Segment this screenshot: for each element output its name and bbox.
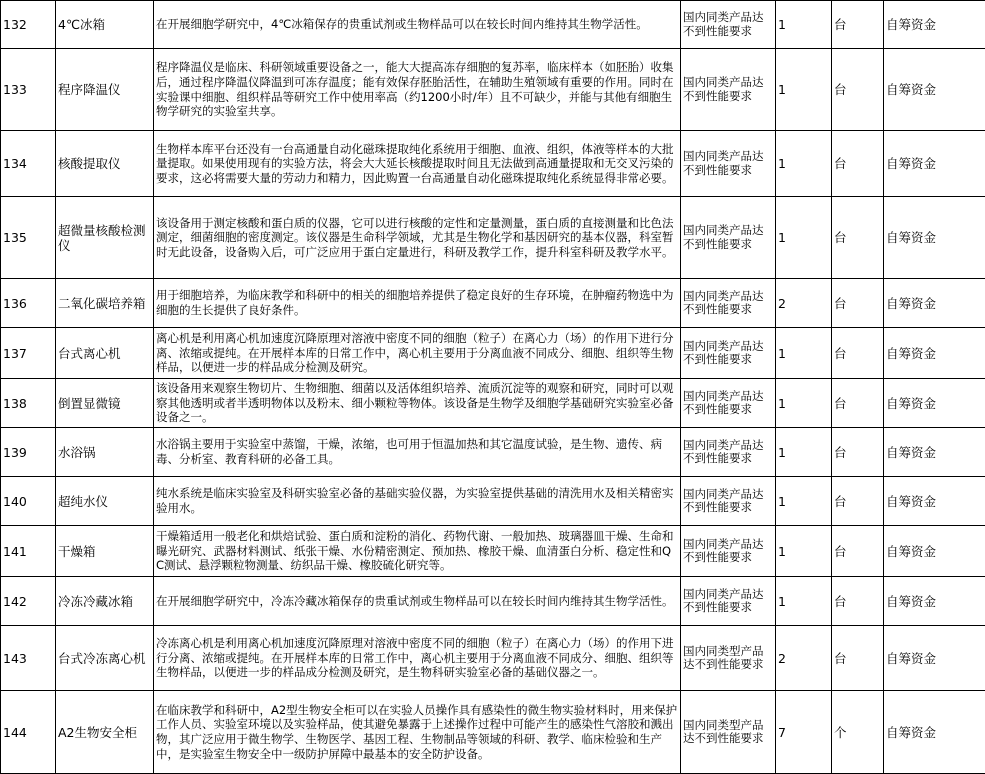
- funding-source: 自筹资金: [884, 477, 985, 526]
- funding-source: 自筹资金: [884, 328, 985, 379]
- performance-standard: 国内同类产品达不到性能要求: [681, 1, 776, 49]
- table-row: [1, 577, 985, 626]
- row-number: 134: [1, 131, 56, 197]
- equipment-name: 超纯水仪: [56, 477, 154, 526]
- funding-source: 自筹资金: [884, 197, 985, 279]
- unit: 台: [832, 626, 884, 691]
- equipment-description: 该设备用来观察生物切片、生物细胞、细菌以及活体组织培养、流质沉淀等的观察和研究，同时可以观察其他透明或者半透明物体以及粉末、细小颗粒等物体。该设备是生物学及细胞学基础研究实验室必备设备之一。: [154, 379, 681, 428]
- table-row: [1, 428, 985, 477]
- equipment-description: 干燥箱适用一般老化和烘焙试验、蛋白质和淀粉的消化、药物代谢、一般加热、玻璃器皿干燥、生命和曝光研究、武器材料测试、纸张干燥、水份精密测定、预加热、橡胶干燥、血清蛋白分析、稳定性和QC测试、悬浮颗粒物测量、纺织品干燥、橡胶硫化研究等。: [154, 526, 681, 577]
- equipment-name: 干燥箱: [56, 526, 154, 577]
- equipment-name: 台式离心机: [56, 328, 154, 379]
- quantity: 1: [776, 477, 832, 526]
- performance-standard: 国内同类产品达不到性能要求: [681, 577, 776, 626]
- funding-source: 自筹资金: [884, 691, 985, 774]
- equipment-name: A2生物安全柜: [56, 691, 154, 774]
- equipment-name: 台式冷冻离心机: [56, 626, 154, 691]
- unit: 台: [832, 577, 884, 626]
- unit: 台: [832, 279, 884, 328]
- funding-source: 自筹资金: [884, 577, 985, 626]
- funding-source: 自筹资金: [884, 379, 985, 428]
- table-row: [1, 379, 985, 428]
- funding-source: 自筹资金: [884, 526, 985, 577]
- performance-standard: 国内同类产品达不到性能要求: [681, 526, 776, 577]
- row-number: 138: [1, 379, 56, 428]
- quantity: 1: [776, 428, 832, 477]
- table-row: [1, 691, 985, 774]
- table-row: [1, 328, 985, 379]
- equipment-description: 离心机是利用离心机加速度沉降原理对溶液中密度不同的细胞（粒子）在离心力（场）的作用下进行分离、浓缩或提纯。在开展样本库的日常工作中，离心机主要用于分离血液不同成分、细胞、组织等生物样品，以便进一步的样品成分检测及研究。: [154, 328, 681, 379]
- row-number: 143: [1, 626, 56, 691]
- equipment-name: 冷冻冷藏冰箱: [56, 577, 154, 626]
- equipment-description: 用于细胞培养，为临床教学和科研中的相关的细胞培养提供了稳定良好的生存环境，在肿瘤药物选中为细胞的生长提供了良好条件。: [154, 279, 681, 328]
- performance-standard: 国内同类产品达不到性能要求: [681, 428, 776, 477]
- quantity: 1: [776, 1, 832, 49]
- equipment-description: 水浴锅主要用于实验室中蒸馏，干燥，浓缩，也可用于恒温加热和其它温度试验，是生物、遗传、病毒、分析室、教育科研的必备工具。: [154, 428, 681, 477]
- row-number: 140: [1, 477, 56, 526]
- funding-source: 自筹资金: [884, 1, 985, 49]
- table-row: [1, 49, 985, 131]
- funding-source: 自筹资金: [884, 626, 985, 691]
- equipment-name: 程序降温仪: [56, 49, 154, 131]
- equipment-name: 核酸提取仪: [56, 131, 154, 197]
- equipment-description: 在开展细胞学研究中，冷冻冷藏冰箱保存的贵重试剂或生物样品可以在较长时间内维持其生物学活性。: [154, 577, 681, 626]
- equipment-description: 纯水系统是临床实验室及科研实验室必备的基础实验仪器，为实验室提供基础的清洗用水及相关精密实验用水。: [154, 477, 681, 526]
- table-row: [1, 1, 985, 49]
- equipment-description: 生物样本库平台还没有一台高通量自动化磁珠提取纯化系统用于细胞、血液、组织，体液等样本的大批量提取。如果使用现有的实验方法，将会大大延长核酸提取时间且无法做到高通量提取和无交叉污染的要求，这必将需要大量的劳动力和精力，因此购置一台高通量自动化磁珠提取纯化系统显得非常必要。: [154, 131, 681, 197]
- quantity: 1: [776, 577, 832, 626]
- row-number: 137: [1, 328, 56, 379]
- equipment-description: 在临床教学和科研中，A2型生物安全柜可以在实验人员操作具有感染性的微生物实验材料时，用来保护工作人员、实验室环境以及实验样品，使其避免暴露于上述操作过程中可能产生的感染性气溶胶和溅出物，其广泛应用于微生物学、生物医学、基因工程、生物制品等领域的科研、教学、临床检验和生产中，是实验室生物安全中一级防护屏障中最基本的安全防护设备。: [154, 691, 681, 774]
- quantity: 1: [776, 526, 832, 577]
- equipment-description: 程序降温仪是临床、科研领域重要设备之一，能大大提高冻存细胞的复苏率，临床样本（如胚胎）收集后，通过程序降温仪降温到可冻存温度；能有效保存胚胎活性，在辅助生殖领域有重要的作用。同时在实验课中细胞、组织样品等研究工作中使用率高（约1200小时/年）且不可缺少，并能与其他有细胞生物学研究的实验室共享。: [154, 49, 681, 131]
- performance-standard: 国内同类型产品达不到性能要求: [681, 691, 776, 774]
- table-row: [1, 477, 985, 526]
- performance-standard: 国内同类产品达不到性能要求: [681, 197, 776, 279]
- unit: 台: [832, 477, 884, 526]
- row-number: 136: [1, 279, 56, 328]
- performance-standard: 国内同类产品达不到性能要求: [681, 477, 776, 526]
- performance-standard: 国内同类产品达不到性能要求: [681, 279, 776, 328]
- equipment-description: 冷冻离心机是利用离心机加速度沉降原理对溶液中密度不同的细胞（粒子）在离心力（场）的作用下进行分离、浓缩或提纯。在开展样本库的日常工作中，离心机主要用于分离血液不同成分、细胞、组织等生物样品，以便进一步的样品成分检测及研究，是生物科研实验室必备的基础仪器之一。: [154, 626, 681, 691]
- quantity: 1: [776, 131, 832, 197]
- unit: 台: [832, 197, 884, 279]
- unit: 台: [832, 328, 884, 379]
- funding-source: 自筹资金: [884, 279, 985, 328]
- unit: 台: [832, 526, 884, 577]
- equipment-name: 4℃冰箱: [56, 1, 154, 49]
- unit: 台: [832, 49, 884, 131]
- quantity: 7: [776, 691, 832, 774]
- row-number: 144: [1, 691, 56, 774]
- funding-source: 自筹资金: [884, 428, 985, 477]
- row-number: 142: [1, 577, 56, 626]
- quantity: 1: [776, 49, 832, 131]
- table-row: [1, 197, 985, 279]
- performance-standard: 国内同类产品达不到性能要求: [681, 379, 776, 428]
- funding-source: 自筹资金: [884, 131, 985, 197]
- unit: 台: [832, 1, 884, 49]
- unit: 台: [832, 131, 884, 197]
- row-number: 132: [1, 1, 56, 49]
- performance-standard: 国内同类产品达不到性能要求: [681, 328, 776, 379]
- quantity: 1: [776, 328, 832, 379]
- unit: 台: [832, 428, 884, 477]
- table-row: [1, 626, 985, 691]
- performance-standard: 国内同类产品达不到性能要求: [681, 131, 776, 197]
- equipment-description: 该设备用于测定核酸和蛋白质的仪器，它可以进行核酸的定性和定量测量，蛋白质的直接测量和比色法测定，细菌细胞的密度测定。该仪器是生命科学领域，尤其是生物化学和基因研究的基本仪器，科室暂时无此设备，设备购入后，可广泛应用于蛋白定量进行，科研及教学工作，提升科室科研及教学水平。: [154, 197, 681, 279]
- table-row: [1, 131, 985, 197]
- table-row: [1, 526, 985, 577]
- row-number: 133: [1, 49, 56, 131]
- quantity: 2: [776, 626, 832, 691]
- equipment-name: 二氧化碳培养箱: [56, 279, 154, 328]
- funding-source: 自筹资金: [884, 49, 985, 131]
- quantity: 1: [776, 379, 832, 428]
- row-number: 141: [1, 526, 56, 577]
- row-number: 135: [1, 197, 56, 279]
- equipment-description: 在开展细胞学研究中，4℃冰箱保存的贵重试剂或生物样品可以在较长时间内维持其生物学活性。: [154, 1, 681, 49]
- performance-standard: 国内同类型产品达不到性能要求: [681, 626, 776, 691]
- equipment-name: 超微量核酸检测仪: [56, 197, 154, 279]
- row-number: 139: [1, 428, 56, 477]
- equipment-name: 倒置显微镜: [56, 379, 154, 428]
- equipment-name: 水浴锅: [56, 428, 154, 477]
- table-row: [1, 279, 985, 328]
- unit: 个: [832, 691, 884, 774]
- unit: 台: [832, 379, 884, 428]
- quantity: 2: [776, 279, 832, 328]
- performance-standard: 国内同类产品达不到性能要求: [681, 49, 776, 131]
- quantity: 1: [776, 197, 832, 279]
